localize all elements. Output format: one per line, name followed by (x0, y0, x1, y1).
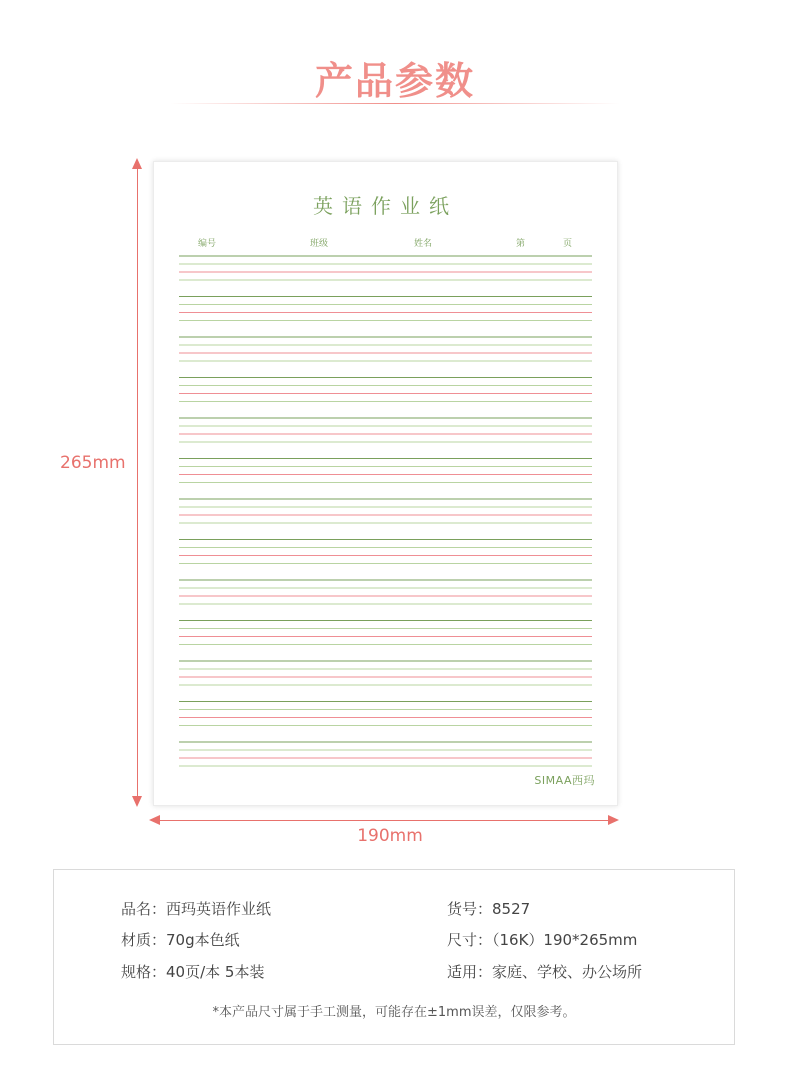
width-label: 190mm (357, 826, 423, 846)
writing-lines (179, 254, 592, 774)
field-class: 班级 (310, 239, 329, 249)
field-page-prefix: 第 (516, 239, 526, 249)
spec-usage: 适用：家庭、学校、办公场所 (447, 963, 643, 981)
field-name: 姓名 (414, 239, 433, 249)
height-dimension-line (137, 163, 138, 803)
spec-material: 材质：70g本色纸 (121, 931, 240, 949)
title-divider (170, 103, 620, 104)
spec-size: 尺寸：（16K）190*265mm (447, 931, 638, 949)
arrow-right-icon (608, 815, 619, 825)
brand-logo: SIMAA西玛 (534, 774, 595, 787)
spec-box (53, 869, 735, 1045)
page-title: 产品参数 (314, 59, 475, 103)
field-number: 编号 (198, 239, 217, 249)
width-dimension-line (155, 820, 615, 821)
measurement-note: *本产品尺寸属于手工测量，可能存在±1mm误差，仅限参考。 (212, 1005, 576, 1020)
field-page-suffix: 页 (563, 239, 573, 249)
arrow-left-icon (149, 815, 160, 825)
paper-preview (153, 161, 618, 806)
spec-item-number: 货号：8527 (447, 900, 531, 918)
paper-title: 英语作业纸 (313, 194, 458, 218)
height-label: 265mm (60, 453, 126, 473)
arrow-up-icon (132, 158, 142, 169)
spec-spec: 规格：40页/本 5本装 (121, 963, 265, 981)
arrow-down-icon (132, 796, 142, 807)
spec-name: 品名：西玛英语作业纸 (121, 900, 272, 918)
